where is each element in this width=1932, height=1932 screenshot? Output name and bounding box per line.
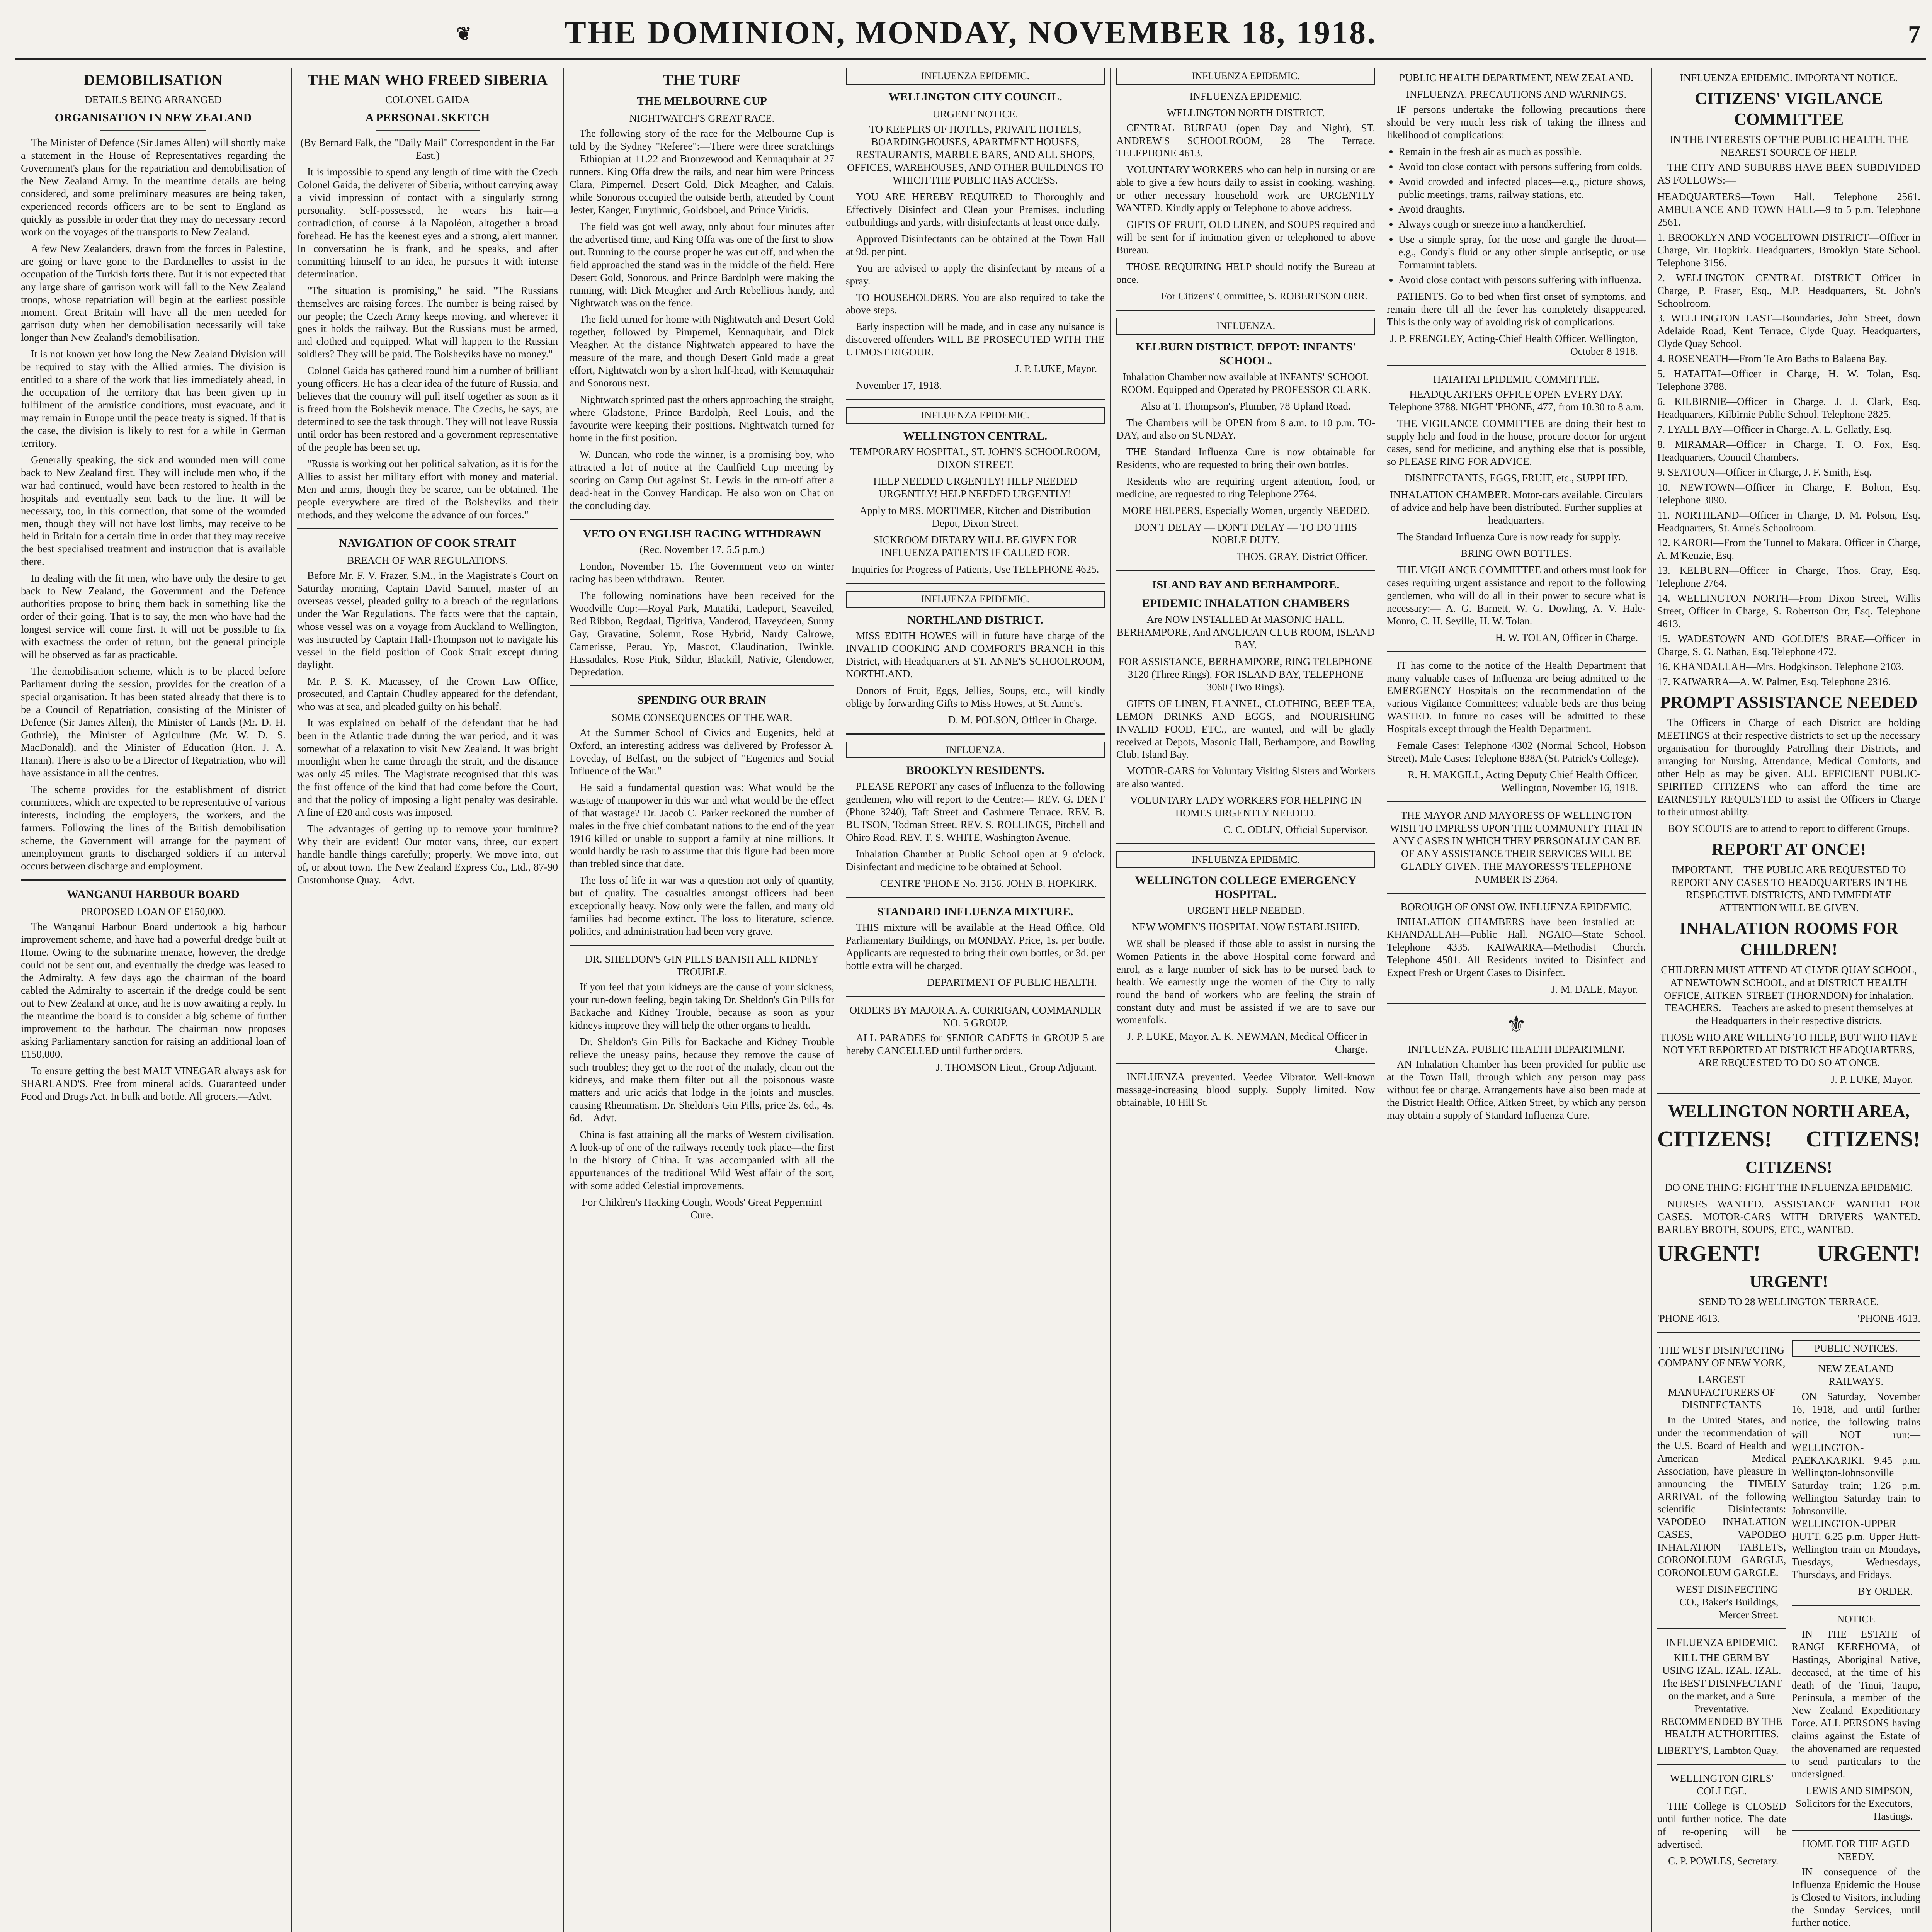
notice-text: Approved Disinfectants can be obtained at the Town Hall at 9d. per pint. xyxy=(846,233,1105,257)
column-1 xyxy=(15,68,292,1932)
ad-signature: WEST DISINFECTING CO., Baker's Buildings, Mercer Street. xyxy=(1675,1583,1779,1621)
article-paragraph: W. Duncan, who rode the winner, is a promising boy, who attracted a lot of notice at the Caulfield Cup meeting by scoring on Camp Out against St. Lewis in the run-off after a dead-heat in the Convey Handicap. He also won on Chat on the concluding day. xyxy=(570,448,834,511)
notice-text: THOSE REQUIRING HELP should notify the Bureau at once. xyxy=(1116,260,1375,285)
notice-text: ON Saturday, November 16, 1918, and until further notice, the following trains will NOT run:— WELLINGTON-PAEKAKARIKI. 9.45 p.m. Wellington-Johnsonville Saturday train; 1.26 p.m. Wellington Saturday train to Johnsonville. WELLINGTON-UPPER HUTT. 6.25 p.m. Upper Hutt-Wellington train on Mondays, Tuesdays, Wednesdays, Thursdays, and Fridays. xyxy=(1791,1390,1920,1580)
notice-signature: J. P. LUKE, Mayor. A. K. NEWMAN, Medical Officer in Charge. xyxy=(1127,1031,1367,1055)
subhead: DETAILS BEING ARRANGED xyxy=(85,94,222,105)
notice-text: SICKROOM DIETARY WILL BE GIVEN FOR INFLUENZA PATIENTS IF CALLED FOR. xyxy=(873,534,1077,558)
urgent-text: URGENT! xyxy=(1817,1240,1920,1266)
notice-text: TO HOUSEHOLDERS. You are also required to take the above steps. xyxy=(846,291,1105,316)
list-item: 9. SEATOUN—Officer in Charge, J. F. Smith, Esq. xyxy=(1657,466,1872,478)
notice-signature: LEWIS AND SIMPSON, Solicitors for the Executors, Hastings. xyxy=(1796,1785,1913,1822)
notice-text: GIFTS OF FRUIT, OLD LINEN, and SOUPS required and will be sent for if intimation given or telephoned to above Bureau. xyxy=(1116,219,1375,256)
article-paragraph: The following story of the race for the Melbourne Cup is told by the Sydney "Referee":—There were three scratchings—Ethiopian at 11.22 and Bronzewood and Kennaquhair at 27 runners. King Offa drew the rails, and near him were Princess Clara, Pimpernel, Desert Gold, Dick Meagher, and Calais, while Sonorous occupied the outside berth, attended by Count Jester, Kanger, Eurythmic, Goldsboel, and Prince Viridis. xyxy=(570,128,834,216)
notice-title: ISLAND BAY AND BERHAMPORE. xyxy=(1152,578,1340,591)
list-item: • Avoid too close contact with persons suffering from colds. xyxy=(1398,160,1646,173)
phone-text: 'PHONE 4613. xyxy=(1857,1313,1920,1325)
notice-text: IN THE ESTATE of RANGI KEREHOMA, of Hastings, Aboriginal Native, deceased, at the time of his death of the Tinui, Taupo, Peninsula, a member of the New Zealand Expeditionary Force. ALL PERSONS having claims against the Estate of the abovenamed are requested to send particulars to the undersigned. xyxy=(1791,1628,1920,1780)
headline-brain: SPENDING OUR BRAIN xyxy=(637,694,767,707)
notice-text: You are advised to apply the disinfectant by means of a spray. xyxy=(846,262,1105,287)
district-list xyxy=(1657,190,1920,688)
notice-title: INFLUENZA EPIDEMIC. xyxy=(1189,90,1302,102)
notice-text: MORE HELPERS, Especially Women, urgently NEEDED. xyxy=(1122,505,1370,517)
ad-signature: LIBERTY'S, Lambton Quay. xyxy=(1657,1745,1779,1757)
notice-text: THE CITY AND SUBURBS HAVE BEEN SUBDIVIDED AS FOLLOWS:— xyxy=(1657,162,1920,186)
notice-signature: BY ORDER. xyxy=(1858,1585,1913,1597)
ad-text: In the United States, and under the recommendation of the U.S. Board of Health and American Medical Association, have pleasure in announcing the TIMELY ARRIVAL of the following scientific Disinfectants: VAPODEO INHALATION CASES, VAPODEO INHALATION TABLETS, CORONOLEUM GARGLE, CORONOLEUM GARGLE. xyxy=(1657,1414,1786,1579)
advertisement-text: If you feel that your kidneys are the cause of your sickness, your run-down feeling, begin taking Dr. Sheldon's Gin Pills for Backache and Kidney Trouble, because as soon as your kidneys improve they will help the other organs to health. xyxy=(570,981,834,1031)
notice-subtitle: IN THE INTERESTS OF THE PUBLIC HEALTH. THE NEAREST SOURCE OF HELP. xyxy=(1669,134,1908,158)
notice-text: NEW WOMEN'S HOSPITAL NOW ESTABLISHED. xyxy=(1132,921,1360,933)
notice-header: PUBLIC NOTICES. xyxy=(1792,1340,1921,1357)
notice-text: NURSES WANTED. ASSISTANCE WANTED FOR CASES. MOTOR-CARS WITH DRIVERS WANTED. BARLEY BROTH, SOUPS, ETC., WANTED. xyxy=(1657,1198,1920,1235)
ad-subtitle: LARGEST MANUFACTURERS OF DISINFECTANTS xyxy=(1668,1374,1776,1411)
list-item: 15. WADESTOWN AND GOLDIE'S BRAE—Officer in Charge, S. G. Nathan, Esq. Telephone 472. xyxy=(1657,633,1920,657)
article-paragraph: The Wanganui Harbour Board undertook a big harbour improvement scheme, and have had a powerful dredge built at Home. Owing to the submarine menace, however, the dredge could not be sent out, and eventually the dredge was leased to the Admiralty. A few days ago the chairman of the board cabled the Admiralty to ascertain if the dredge could be sent out to New Zealand at once, and he is now awaiting a reply. In the meantime the board is to consider a big scheme of further improvement to the harbour. The chairman now proposes asking Parliamentary sanction for raising an additional loan of £150,000. xyxy=(21,921,286,1060)
column-6 xyxy=(1381,68,1652,1932)
notice-text: WE shall be pleased if those able to assist in nursing the Women Patients in the above Hospital come forward and enrol, as a large number of sick has to be nursed back to health. We earnestly urge the women of the City to rally round the band of workers who are feeling the strain of constant duty and must be assisted if we are to save our womenfolk. xyxy=(1116,937,1375,1026)
notice-signature: For Citizens' Committee, S. ROBERTSON ORR. xyxy=(1161,290,1367,302)
precautions-list xyxy=(1387,145,1646,286)
subhead: COLONEL GAIDA xyxy=(385,94,470,105)
notice-header: INFLUENZA EPIDEMIC. xyxy=(846,591,1105,608)
phone-text: 'PHONE 4613. xyxy=(1657,1313,1720,1325)
article-paragraph: Nightwatch sprinted past the others approaching the straight, where Gladstone, Prince Bardolph, Reel Louis, and the favourite were keeping their positions. Nightwatch turned for home in the first position. xyxy=(570,394,834,444)
list-item: • Use a simple spray, for the nose and gargle the throat—e.g., Condy's fluid or any other simple antiseptic, or use Formamint tablets. xyxy=(1398,233,1646,271)
notice-text: BRING OWN BOTTLES. xyxy=(1461,548,1572,559)
list-item: 5. HATAITAI—Officer in Charge, H. W. Tolan, Esq. Telephone 3788. xyxy=(1657,368,1920,393)
headline-siberia: THE MAN WHO FREED SIBERIA xyxy=(307,71,548,88)
notice-text: Donors of Fruit, Eggs, Jellies, Soups, etc., will kindly oblige by forwarding Gifts to Miss Howes, at St. Anne's. xyxy=(846,684,1105,709)
notice-signature: J. THOMSON Lieut., Group Adjutant. xyxy=(936,1061,1097,1073)
notice-signature: R. H. MAKGILL, Acting Deputy Chief Health Officer. Wellington, November 16, 1918. xyxy=(1408,769,1638,793)
notice-text: URGENT HELP NEEDED. xyxy=(1187,904,1304,916)
column-3 xyxy=(564,68,840,1932)
ad-signature: C. P. POWLES, Secretary. xyxy=(1668,1855,1779,1867)
notice-signature: J. P. LUKE, Mayor. xyxy=(1015,363,1097,375)
headline-turf: THE TURF xyxy=(663,71,741,88)
notice-subtitle: EPIDEMIC INHALATION CHAMBERS xyxy=(1142,597,1350,610)
subhead: NIGHTWATCH'S GREAT RACE. xyxy=(629,112,775,124)
list-item: 11. NORTHLAND—Officer in Charge, D. M. Polson, Esq. Headquarters, St. Anne's Schoolroom. xyxy=(1657,509,1920,534)
notice-title: NOTICE xyxy=(1837,1613,1875,1625)
ad-title: THE WEST DISINFECTING COMPANY OF NEW YORK, xyxy=(1658,1344,1786,1369)
notice-signature: THOS. GRAY, District Officer. xyxy=(1236,550,1367,562)
notice-text: MOTOR-CARS for Voluntary Visiting Sisters and Workers are also wanted. xyxy=(1116,765,1375,790)
subhead: A PERSONAL SKETCH xyxy=(365,111,490,124)
list-item: 13. KELBURN—Officer in Charge, Thos. Gray, Esq. Telephone 2764. xyxy=(1657,565,1920,589)
list-item: HEADQUARTERS—Town Hall. Telephone 2561. AMBULANCE AND TOWN HALL—9 to 5 p.m. Telephone 2561. xyxy=(1657,191,1920,228)
citizens-text: CITIZENS! xyxy=(1657,1126,1772,1151)
list-item: • Avoid draughts. xyxy=(1398,203,1646,216)
notice-text: CENTRAL BUREAU (open Day and Night), ST. ANDREW'S SCHOOLROOM, 28 The Terrace. TELEPHONE 4613. xyxy=(1116,122,1375,159)
list-item: • Avoid close contact with persons suffering with influenza. xyxy=(1398,274,1646,286)
notice-text: The Chambers will be OPEN from 8 a.m. to 10 p.m. TO-DAY, and also on SUNDAY. xyxy=(1116,417,1375,441)
bottom-right-notices xyxy=(1792,1340,1921,1932)
urgent-text: URGENT! xyxy=(1657,1240,1761,1266)
crest-icon: ⚜ xyxy=(1506,1012,1527,1038)
column-4 xyxy=(840,68,1111,1932)
notice-text: INHALATION CHAMBERS have been installed at:— KHANDALLAH—Public Hall. NGAIO—State School. Telephone 4335. KAIWARRA—Methodist Church. Telephone 4501. All Residents invited to Disinfect and Expect Fresh or Urgent Cases to Disinfect. xyxy=(1387,916,1646,979)
list-item: 14. WELLINGTON NORTH—From Dixon Street, Willis Street, Officer in Charge, S. Robertson Orr, Esq. Telephone 4613. xyxy=(1657,592,1920,630)
list-item: 8. MIRAMAR—Officer in Charge, T. O. Fox, Esq. Headquarters, Council Chambers. xyxy=(1657,438,1920,463)
notice-title: BOROUGH OF ONSLOW. INFLUENZA EPIDEMIC. xyxy=(1400,901,1632,913)
notice-text: Inhalation Chamber at Public School open at 9 o'clock. Disinfectant and medicine to be obtained at School. xyxy=(846,848,1105,872)
notice-text: Apply to MRS. MORTIMER, Kitchen and Distribution Depot, Dixon Street. xyxy=(859,505,1091,529)
notice-title: WELLINGTON COLLEGE EMERGENCY HOSPITAL. xyxy=(1135,874,1357,901)
notice-text: BOY SCOUTS are to attend to report to different Groups. xyxy=(1668,822,1910,834)
notice-text: Early inspection will be made, and in case any nuisance is discovered offenders WILL BE PROSECUTED WITH THE UTMOST RIGOUR. xyxy=(846,321,1105,358)
article-paragraph: At the Summer School of Civics and Eugenics, held at Oxford, an interesting address was delivered by Professor A. Loveday, of Belfast, on the subject of "Eugenics and Social Influence of the War." xyxy=(570,727,834,777)
ad-text: KILL THE GERM BY USING IZAL. IZAL. IZAL. The BEST DISINFECTANT on the market, and a Sure Preventative. RECOMMENDED BY THE HEALTH AUTHORITIES. xyxy=(1661,1651,1782,1740)
column-7 xyxy=(1652,68,1926,1932)
article-paragraph: The scheme provides for the establishment of district committees, which are expected to be representative of various interests, including the employers, the workers, and the farmers. Following the lines of the British demobilisation scheme, the Government will arrange for the payment of unemployment grants to discharged soldiers if an interval occurs between discharge and employment. xyxy=(21,784,286,872)
article-paragraph: Generally speaking, the sick and wounded men will come back to New Zealand first. They will include men who, if the war had continued, would have been restored to health in the hospitals and eventually sent back to the line. It will be necessary, too, in this connection, that some of the wounded men, though they will not have lost limbs, may receive to be held in Britain for a certain time in order that they may receive the best specialised treatment and instruction that is available there. xyxy=(21,454,286,568)
notice-title: BROOKLYN RESIDENTS. xyxy=(906,764,1044,777)
notice-text: SEND TO 28 WELLINGTON TERRACE. xyxy=(1699,1296,1879,1308)
notice-header: INFLUENZA EPIDEMIC. xyxy=(846,407,1105,424)
subhead: BREACH OF WAR REGULATIONS. xyxy=(347,554,508,566)
notice-text: PLEASE REPORT any cases of Influenza to the following gentlemen, who will report to the Centre:— REV. G. DENT (Phone 3240), Taft Street and Cashmere Terrace. REV. B. BUTSON, Todman Street. REV. S. ROLLINGS, Pitchell and Ohiro Road. REV. T. S. WHITE, Washington Avenue. xyxy=(846,781,1105,843)
notice-signature: H. W. TOLAN, Officer in Charge. xyxy=(1495,631,1638,643)
notice-subtitle: URGENT NOTICE. xyxy=(932,108,1018,120)
notice-subtitle: WELLINGTON NORTH DISTRICT. xyxy=(1167,107,1325,119)
notice-title: INHALATION ROOMS FOR CHILDREN! xyxy=(1679,919,1898,959)
notice-text: IT has come to the notice of the Health Department that many valuable cases of Influenza are being admitted to the EMERGENCY Hospitals on the recommendation of the various Vigilance Committees; valuable beds are thus being WASTED. In future no cases will be admitted to these Hospitals except through the Health Department. xyxy=(1387,659,1646,735)
notice-header: INFLUENZA EPIDEMIC. xyxy=(846,68,1105,85)
article-paragraph: Colonel Gaida has gathered round him a number of brilliant young officers. He has a clear idea of the future of Russia, and believes that the country will pull itself together as soon as it is freed from the Bolshevik menace. The Czechs, he says, are determined to see the task through. They will not leave Russia until order has been restored and a government representative of the people has been set up. xyxy=(297,365,558,453)
notice-text: DO ONE THING: FIGHT THE INFLUENZA EPIDEMIC. xyxy=(1665,1182,1913,1194)
notice-header: INFLUENZA. xyxy=(1116,318,1375,335)
advertisement-text: For Children's Hacking Cough, Woods' Great Peppermint Cure. xyxy=(582,1196,822,1221)
notice-title: CITIZENS' VIGILANCE COMMITTEE xyxy=(1694,88,1883,129)
notice-text: THE VIGILANCE COMMITTEE and others must look for cases requiring urgent assistance and report to the following gentlemen, who will do all in their power to secure what is necessary:— A. G. Barnett, W. G. Dowling, A. V. Hale-Monro, C. H. Seville, H. W. Tolan. xyxy=(1387,564,1646,627)
notice-signature: J. M. DALE, Mayor. xyxy=(1551,983,1638,995)
list-item: • Avoid crowded and infected places—e.g., picture shows, public meetings, trams, railway stations, etc. xyxy=(1398,175,1646,201)
headline-racing-veto: VETO ON ENGLISH RACING WITHDRAWN xyxy=(583,527,821,540)
article-paragraph: "The situation is promising," he said. "The Russians themselves are raising forces. The number is being raised by our people; the Czech Army keeps moving, and wherever it goes it holds the railway. But the Russians must be armed, and clothed and equipped. What will happen to the Russian soldiers? They will be paid. The Bolsheviks have no money." xyxy=(297,284,558,360)
notice-text: Residents who are requiring urgent attention, food, or medicine, are requested to ring Telephone 2764. xyxy=(1116,475,1375,500)
notice-text: VOLUNTARY LADY WORKERS FOR HELPING IN HOMES URGENTLY NEEDED. xyxy=(1130,794,1362,819)
article-paragraph: It was explained on behalf of the defendant that he had been in the Atlantic trade during the war period, and it was somewhat of a relaxation to visit New Zealand. It was bright moonlight when he came through the strait, and the distance was only 45 miles. The Magistrate recognised that this was the first offence of the kind that had come before the Court, and that the policy of imposing a light penalty was desirable. A fine of £20 and costs was imposed. xyxy=(297,717,558,818)
notice-title: PROMPT ASSISTANCE NEEDED xyxy=(1660,692,1918,712)
notice-title: HATAITAI EPIDEMIC COMMITTEE. xyxy=(1433,373,1599,385)
notice-title: WELLINGTON NORTH AREA, xyxy=(1668,1102,1910,1121)
column-2 xyxy=(292,68,564,1932)
notice-title: KELBURN DISTRICT. DEPOT: INFANTS' SCHOOL. xyxy=(1135,340,1356,367)
notice-title: STANDARD INFLUENZA MIXTURE. xyxy=(877,905,1073,918)
notice-text: THIS mixture will be available at the Head Office, Old Parliamentary Buildings, on MONDAY. Price, 1s. per bottle. Applicants are requested to bring their own bottles, or 3d. per bottle extra will be charged. xyxy=(846,922,1105,971)
notice-header: INFLUENZA EPIDEMIC. xyxy=(1116,851,1375,868)
bottom-left-ads xyxy=(1657,1340,1786,1932)
list-item: 17. KAIWARRA—A. W. Palmer, Esq. Telephone 2316. xyxy=(1657,675,1891,687)
headline-wanganui: WANGANUI HARBOUR BOARD xyxy=(67,888,240,901)
notice-text: Are NOW INSTALLED At MASONIC HALL, BERHAMPORE, And ANGLICAN CLUB ROOM, ISLAND BAY. xyxy=(1116,614,1375,651)
notice-text: INHALATION CHAMBER. Motor-cars available. Circulars of advice and help have been distributed. Further supplies at headquarters. xyxy=(1389,489,1643,526)
notice-text: MISS EDITH HOWES will in future have charge of the INVALID COOKING AND COMFORTS BRANCH in this District, with Headquarters at ST. ANNE'S SCHOOLROOM, NORTHLAND. xyxy=(846,630,1105,680)
notice-text: ALL PARADES for SENIOR CADETS in GROUP 5 are hereby CANCELLED until further orders. xyxy=(846,1032,1105,1056)
notice-text: THE Standard Influenza Cure is now obtainable for Residents, who are requested to bring their own bottles. xyxy=(1116,446,1375,471)
subhead: SOME CONSEQUENCES OF THE WAR. xyxy=(611,712,793,724)
notice-text: HEADQUARTERS OFFICE OPEN EVERY DAY. Telephone 3788. NIGHT 'PHONE, 477, from 10.30 to 8 a.m. xyxy=(1388,388,1644,413)
column-5 xyxy=(1111,68,1381,1932)
notice-title: REPORT AT ONCE! xyxy=(1711,839,1866,859)
article-paragraph: The field turned for home with Nightwatch and Desert Gold together, followed by Pimpernel, Kennaquhair, and Dick Meagher. At the distance Nightwatch appeared to have the measure of the mare, and though Desert Gold made a great effort, Nightwatch won by a short half-head, with Kennaquhair and Sonorous next. xyxy=(570,313,834,389)
phone-row xyxy=(1657,1312,1920,1325)
notice-signature: J. P. FRENGLEY, Acting-Chief Health Officer. Wellington, October 8 1918. xyxy=(1389,332,1638,357)
article-paragraph: The demobilisation scheme, which is to be placed before Parliament during the session, provides for the creation of a special organisation. It has been stated already that there is to be a Council of Repatriation, consisting of the Minister of Defence (Sir James Allen), the Minister of Lands (Mr. D. H. Guthrie), the Minister of Agriculture (Mr. W. D. S. MacDonald), and the Minister of Education (Hon. J. A. Hanan). There is also to be a Director of Repatriation, who will have assistance in all the centres. xyxy=(21,665,286,779)
advertisement-text: INFLUENZA prevented. Veedee Vibrator. Well-known massage-increasing blood supply. Supply limited. Now obtainable, 10 Hill St. xyxy=(1116,1071,1375,1109)
notice-text: TEMPORARY HOSPITAL, ST. JOHN'S SCHOOLROOM, DIXON STREET. xyxy=(850,446,1100,471)
advertisement-text: To ensure getting the best MALT VINEGAR always ask for SHARLAND'S. Free from mineral acids. Guaranteed under Food and Drugs Act. In bulk and bottle. All grocers.—Advt. xyxy=(21,1065,286,1102)
notice-text: THOSE WHO ARE WILLING TO HELP, BUT WHO HAVE NOT YET REPORTED AT DISTRICT HEADQUARTERS, ARE REQUESTED TO DO SO AT ONCE. xyxy=(1660,1031,1918,1069)
notice-title: WELLINGTON CITY COUNCIL. xyxy=(888,90,1062,103)
notice-text: Inquiries for Progress of Patients, Use TELEPHONE 4625. xyxy=(851,563,1099,575)
article-paragraph: It is impossible to spend any length of time with the Czech Colonel Gaida, the deliverer of Siberia, without carrying away a vivid impression of contact with a singularly strong personality. Self-possessed, he wears his hair—a contradiction, of course—à la Napoléon, altogether a broad forehead. He has the keenest eyes and a strong, alert manner. In conversation he is frank, and he speaks, and after committing himself to an idea, he pursues it with intense determination. xyxy=(297,166,558,280)
article-paragraph: "Russia is working out her political salvation, as it is for the Allies to assist her military effort with money and material. Men and arms, though they be scarce, can be obtained. The people everywhere are tired of the Bolsheviks and their methods, and they welcome the advance of our forces." xyxy=(297,457,558,520)
list-item: 16. KHANDALLAH—Mrs. Hodgkinson. Telephone 2103. xyxy=(1657,660,1904,672)
notice-signature: DEPARTMENT OF PUBLIC HEALTH. xyxy=(927,976,1097,988)
dateline: (Rec. November 17, 5.5 p.m.) xyxy=(639,544,765,556)
article-paragraph: In dealing with the fit men, who have only the desire to get back to New Zealand, the Government and the Defence authorities propose to bring them back in something like the order of their going. That is to say, the men who have had the longest service will come first. It will not be possible to fix with exactness the order of return, but the general principle will be observed as far as practicable. xyxy=(21,572,286,660)
article-paragraph: The following nominations have been received for the Woodville Cup:—Royal Park, Matatiki, Ladeport, Seaveiled, Red Ribbon, Regdaal, Tigritiva, Vanderod, Haveydeen, Sunny Gay, Gravatine, Solemn, Rose Hybrid, Nardy Calrowe, Camerisse, Perau, Yp, Mascot, Claudination, Twinkle, Hassadales, Rose Pink, Sildur, Blackill, Nativie, Glendower, Depredation. xyxy=(570,589,834,678)
notice-title: NEW ZEALAND RAILWAYS. xyxy=(1818,1362,1894,1387)
subhead: THE MELBOURNE CUP xyxy=(637,94,767,107)
advertisement-text: Dr. Sheldon's Gin Pills for Backache and Kidney Trouble relieve the uneasy pains, because they remove the cause of such troubles; they get to the root of the malady, clean out the kidneys, and make them filter out all the poisonous waste matters and uric acids that lodge in the joints and muscles, causing Rheumatism. Dr. Sheldon's Gin Pills, price 2s. 6d., 4s. 6d.—Advt. xyxy=(570,1036,834,1124)
citizens-text: CITIZENS! xyxy=(1806,1126,1920,1151)
citizens-row xyxy=(1657,1126,1920,1153)
notice-title: NORTHLAND DISTRICT. xyxy=(907,613,1043,626)
subhead: ORGANISATION IN NEW ZEALAND xyxy=(54,111,252,124)
notice-title: ORDERS BY MAJOR A. A. CORRIGAN, COMMANDER NO. 5 GROUP. xyxy=(849,1004,1101,1029)
article-paragraph: The Minister of Defence (Sir James Allen) will shortly make a statement in the House of Representatives regarding the Government's plans for the repatriation and demobilisation of the New Zealand Army. In the meantime details are being considered, and some preliminary measures are being taken, experienced records officers are to be sent to England as quickly as possible in order that they may do necessary record work on the voyages of the transports to New Zealand. xyxy=(21,137,286,238)
citizens-text: CITIZENS! xyxy=(1745,1157,1832,1177)
notice-text: IN consequence of the Influenza Epidemic the House is Closed to Visitors, including the Sunday Services, until further notice. xyxy=(1791,1866,1920,1929)
notice-text: DON'T DELAY — DON'T DELAY — TO DO THIS NOBLE DUTY. xyxy=(1134,521,1357,546)
page-number: 7 xyxy=(1908,20,1922,48)
byline: (By Bernard Falk, the "Daily Mail" Correspondent in the Far East.) xyxy=(300,137,555,162)
list-item: 2. WELLINGTON CENTRAL DISTRICT—Officer in Charge, P. Fraser, Esq., M.P. Headquarters, St. John's Schoolroom. xyxy=(1657,272,1920,309)
notice-text: GIFTS OF LINEN, FLANNEL, CLOTHING, BEEF TEA, LEMON DRINKS AND EGGS, and NOURISHING INVALID FOOD, ETC., are wanted, and will be gladly received at Depots, Masonic Hall, Berhampore, and Bowling Club, Island Bay. xyxy=(1116,697,1375,760)
article-paragraph: Mr. P. S. K. Macassey, of the Crown Law Office, prosecuted, and Captain Chudley appeared for the defendant, who was at sea, and pleaded guilty on his behalf. xyxy=(297,675,558,713)
notice-text: IF persons undertake the following precautions there should be very much less risk of taking the illness and likelihood of complications:— xyxy=(1387,103,1646,141)
list-item: 12. KARORI—From the Tunnel to Makara. Officer in Charge, A. M'Kenzie, Esq. xyxy=(1657,537,1920,561)
subhead: PROPOSED LOAN OF £150,000. xyxy=(80,906,226,918)
headline-gin-pills: DR. SHELDON'S GIN PILLS BANISH ALL KIDNEY TROUBLE. xyxy=(585,953,819,978)
notice-signature: C. C. ODLIN, Official Supervisor. xyxy=(1223,824,1367,836)
article-paragraph: A few New Zealanders, drawn from the forces in Palestine, are going or have gone to the Dardanelles to assist in the occupation of the Turkish forts there. But it is not expected that any large share of garrison work will fall to the New Zealand troops, whose repatriation will begin at the earliest possible moment. Great Britain will have all the men needed for garrison duty when her demobilisation necessarily will take longer than New Zealand's demobilisation. xyxy=(21,242,286,344)
masthead-ornament-icon: ❦ xyxy=(456,24,473,44)
article-paragraph: He said a fundamental question was: What would be the wastage of manpower in this war and what would be the effect of that wastage? Dr. Jacob C. Parker reckoned the number of males in the five chief combatant nations to the end of the year 1916 killed or unable to support a family at nine millions. It would hardly be rash to assume that this figure had been more than trebled since that date. xyxy=(570,781,834,870)
notice-text: VOLUNTARY WORKERS who can help in nursing or are able to give a few hours daily to assist in cooking, washing, or other necessary household work are URGENTLY WANTED. Kindly apply or Telephone to above address. xyxy=(1116,164,1375,214)
notice-text: The Officers in Charge of each District are holding MEETINGS at their respective districts to set up the necessary organisation for thoroughly Patrolling their Districts, and arranging for Nursing, Attendance, Medical Comforts, and other Help as may be given. ALL EFFICIENT PUBLIC-SPIRITED CITIZENS who can afford the time are EARNESTLY REQUESTED to assist the Officers in Charge to their utmost ability. xyxy=(1657,717,1920,818)
list-item: • Always cough or sneeze into a handkerchief. xyxy=(1398,218,1646,231)
notice-text: Inhalation Chamber now available at INFANTS' SCHOOL ROOM. Equipped and Operated by PROFESSOR CLARK. xyxy=(1121,371,1371,395)
notice-text: TO KEEPERS OF HOTELS, PRIVATE HOTELS, BOARDINGHOUSES, APARTMENT HOUSES, RESTAURANTS, MARBLE BARS, AND ALL SHOPS, OFFICES, WAREHOUSES, AND OTHER BUILDINGS TO WHICH THE PUBLIC HAS ACCESS. xyxy=(847,123,1104,186)
notice-text: DISINFECTANTS, EGGS, FRUIT, etc., SUPPLIED. xyxy=(1405,472,1628,484)
notice-title: HOME FOR THE AGED NEEDY. xyxy=(1802,1838,1910,1862)
list-item: • Remain in the fresh air as much as possible. xyxy=(1398,145,1646,158)
notice-header: INFLUENZA EPIDEMIC. xyxy=(1116,68,1375,85)
article-paragraph: Before Mr. F. V. Frazer, S.M., in the Magistrate's Court on Saturday morning, Captain David Samuel, master of an overseas vessel, pleaded guilty to a breach of the regulations under the War Regulations. The facts were that the captain, whose vessel was on a voyage from Auckland to Wellington, was instructed by Captain Hall-Thompson not to navigate his vessel in the field position of Cook Strait except during daylight. xyxy=(297,570,558,670)
ad-title: WELLINGTON GIRLS' COLLEGE. xyxy=(1670,1772,1774,1797)
notice-date: November 17, 1918. xyxy=(856,379,942,391)
list-item: 1. BROOKLYN AND VOGELTOWN DISTRICT—Officer in Charge, Mr. Hopkirk. Headquarters, Brooklyn State School. Telephone 3156. xyxy=(1657,231,1920,269)
headline-cook-strait: NAVIGATION OF COOK STRAIT xyxy=(339,536,516,549)
masthead-title: THE DOMINION, MONDAY, NOVEMBER 18, 1918. xyxy=(564,14,1377,51)
notice-text: THE MAYOR AND MAYORESS OF WELLINGTON WISH TO IMPRESS UPON THE COMMUNITY THAT IN ANY CASES IN WHICH THEY PERSONALLY CAN BE OF ANY ASSISTANCE THEIR SERVICES WILL BE GLADLY GIVEN. THE MAYORESS'S TELEPHONE NUMBER IS 2364. xyxy=(1389,809,1643,885)
notice-subtitle: INFLUENZA. PRECAUTIONS AND WARNINGS. xyxy=(1406,88,1627,100)
notice-title: WELLINGTON CENTRAL. xyxy=(903,429,1048,442)
notice-text: PATIENTS. Go to bed when first onset of symptoms, and remain there till all the fever has completely disappeared. This is the only way of avoiding risk of complications. xyxy=(1387,291,1646,328)
urgent-text: URGENT! xyxy=(1750,1272,1828,1291)
notice-text: IMPORTANT.—THE PUBLIC ARE REQUESTED TO REPORT ANY CASES TO HEADQUARTERS IN THE RESPECTIVE DISTRICTS, AND IMMEDIATE ATTENTION WILL BE GIVEN. xyxy=(1670,864,1908,914)
notice-title: INFLUENZA. PUBLIC HEALTH DEPARTMENT. xyxy=(1407,1043,1625,1055)
urgent-row xyxy=(1657,1240,1920,1267)
notice-text: THE VIGILANCE COMMITTEE are doing their best to supply help and food in the house, procure doctor for urgent cases, send for medicine, and anything else that is possible, so PLEASE RING FOR ADVICE. xyxy=(1387,417,1646,468)
article-paragraph: The loss of life in war was a question not only of quantity, but of quality. The casualties amongst officers had been exceptionally heavy. Now only were the fallen, and many old families had become extinct. The loss to literature, science, politics, and administration had been very grave. xyxy=(570,874,834,937)
masthead xyxy=(15,8,1926,60)
list-item: 10. NEWTOWN—Officer in Charge, F. Bolton, Esq. Telephone 3090. xyxy=(1657,481,1920,506)
list-item: 3. WELLINGTON EAST—Boundaries, John Street, down Adelaide Road, Kent Terrace, Clyde Quay. Headquarters, Clyde Quay School. xyxy=(1657,312,1920,350)
list-item: 7. LYALL BAY—Officer in Charge, A. L. Gellatly, Esq. xyxy=(1657,423,1892,435)
notice-text: FOR ASSISTANCE, BERHAMPORE, RING TELEPHONE 3120 (Three Rings). FOR ISLAND BAY, TELEPHONE 3060 (Two Rings). xyxy=(1118,655,1373,693)
advertisement-text: The advantages of getting up to remove your furniture? Why their are evident! Our motor vans, three, our expert handle handle things carefully; properly. We move into, out of, or about town. The New Zealand Express Co., Ltd., 87-90 Customhouse Quay.—Advt. xyxy=(297,823,558,886)
ad-text: THE College is CLOSED until further notice. The date of re-opening will be advertised. xyxy=(1657,1800,1786,1850)
list-item: 4. ROSENEATH—From Te Aro Baths to Balaena Bay. xyxy=(1657,353,1888,365)
article-paragraph: London, November 15. The Government veto on winter racing has been withdrawn.—Reuter. xyxy=(570,560,834,585)
notice-header: INFLUENZA EPIDEMIC. IMPORTANT NOTICE. xyxy=(1680,72,1898,83)
notice-text: Also at T. Thompson's, Plumber, 78 Upland Road. xyxy=(1141,400,1351,412)
headline-demobilisation: DEMOBILISATION xyxy=(83,71,223,88)
notice-header: INFLUENZA. xyxy=(846,742,1105,759)
article-paragraph: The field was got well away, only about four minutes after the advertised time, and King Offa was one of the first to show out. Running to the course proper he was cut off, and when the field approached the stand was in the middle of the field. Here Desert Gold, Sonorous, and Prince Bardolph were making the running, with Dick Meagher and Arch Rebellious handy, and Nightwatch was on the fence. xyxy=(570,220,834,309)
notice-signature: D. M. POLSON, Officer in Charge. xyxy=(948,714,1097,726)
notice-text: CHILDREN MUST ATTEND AT CLYDE QUAY SCHOOL, AT NEWTOWN SCHOOL, and at DISTRICT HEALTH OFFICE, AITKEN STREET (THORNDON) for inhalation. TEACHERS.—Teachers are asked to present themselves at the Headquarters in their respective districts. xyxy=(1661,964,1917,1027)
notice-signature: CENTRE 'PHONE No. 3156. JOHN B. HOPKIRK. xyxy=(880,877,1097,889)
notice-text: HELP NEEDED URGENTLY! HELP NEEDED URGENTLY! HELP NEEDED URGENTLY! xyxy=(873,475,1077,500)
notice-title: PUBLIC HEALTH DEPARTMENT, NEW ZEALAND. xyxy=(1399,72,1633,83)
notice-text: YOU ARE HEREBY REQUIRED to Thoroughly and Effectively Disinfect and Clean your Premises, including outbuildings and yards, with disinfectants at least once daily. xyxy=(846,190,1105,228)
bottom-split xyxy=(1657,1340,1920,1932)
notice-text: The Standard Influenza Cure is now ready for supply. xyxy=(1397,531,1621,543)
notice-signature: J. P. LUKE, Mayor. xyxy=(1830,1073,1913,1085)
list-item: 6. KILBIRNIE—Officer in Charge, J. J. Clark, Esq. Headquarters, Kilbirnie Public School. Telephone 2825. xyxy=(1657,396,1920,420)
article-paragraph: China is fast attaining all the marks of Western civilisation. A look-up of one of the railways recently took place—the first in the history of China. It was accompanied with all the appurtenances of the traditional Wild West affair of the sort, with some added Celestial improvements. xyxy=(570,1129,834,1191)
ad-title: INFLUENZA EPIDEMIC. xyxy=(1665,1636,1778,1648)
notice-text: AN Inhalation Chamber has been provided for public use at the Town Hall, through which any person may pass without fee or charge. Arrangements have also been made at the District Health Office, Aitken Street, by which any person may obtain a supply of Standard Influenza Cure. xyxy=(1387,1058,1646,1121)
notice-text: Female Cases: Telephone 4302 (Normal School, Hobson Street). Male Cases: Telephone 838A (St. Patrick's College). xyxy=(1387,740,1646,764)
article-paragraph: It is not known yet how long the New Zealand Division will be required to stay with the Allied armies. The division is entitled to a share of the work that lies immediately ahead, in the occupation of the territory that has been given up in fulfilment of the armistice conditions, must evacuate, and it may remain in Europe until the peace treaty is signed. If that is the case, the division is likely to rest for a while in German territory. xyxy=(21,348,286,449)
